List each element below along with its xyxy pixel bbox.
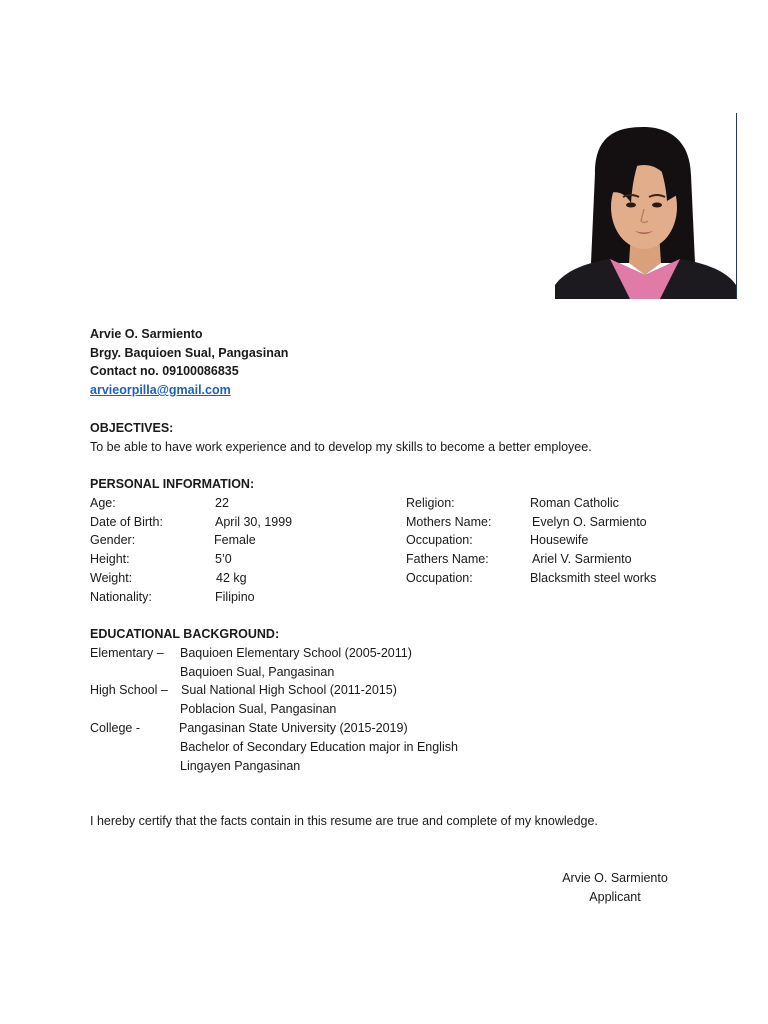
- info-value: April 30, 1999: [215, 515, 293, 529]
- info-value: Evelyn O. Sarmiento: [532, 515, 647, 529]
- applicant-email-link[interactable]: arvieorpilla@gmail.com: [90, 383, 231, 398]
- education-level-label: Elementary –: [90, 646, 164, 660]
- education-level-label: College -: [90, 721, 141, 735]
- education-details: [181, 681, 397, 719]
- signature-role: Applicant: [589, 890, 641, 904]
- info-value: 5’0: [215, 552, 232, 566]
- info-value: Blacksmith steel works: [530, 571, 657, 585]
- signature-name: Arvie O. Sarmiento: [562, 871, 668, 885]
- applicant-photo: [555, 113, 737, 299]
- personal-info-row: [0, 531, 768, 550]
- info-value: Roman Catholic: [530, 496, 619, 510]
- info-value: 42 kg: [216, 571, 247, 585]
- signature-block: [540, 869, 690, 907]
- info-value: 22: [215, 496, 229, 510]
- info-label: Religion:: [406, 496, 455, 510]
- info-label: Date of Birth:: [90, 515, 163, 529]
- personal-info-row: [0, 513, 768, 532]
- info-label: Occupation:: [406, 571, 473, 585]
- education-title: EDUCATIONAL BACKGROUND:: [90, 627, 280, 641]
- info-value: Female: [214, 533, 256, 547]
- info-label: Occupation:: [406, 533, 473, 547]
- info-value: Housewife: [530, 533, 589, 547]
- info-label: Fathers Name:: [406, 552, 489, 566]
- education-location: Lingayen Pangasinan: [180, 759, 301, 773]
- education-school: Sual National High School (2011-2015): [181, 683, 397, 697]
- education-degree: Bachelor of Secondary Education major in English: [180, 740, 458, 754]
- info-label: Nationality:: [90, 590, 152, 604]
- applicant-contact-number: Contact no. 09100086835: [90, 364, 239, 379]
- info-label: Gender:: [90, 533, 136, 547]
- objectives-text: To be able to have work experience and to develop my skills to become a better employee.: [90, 440, 592, 454]
- info-label: Mothers Name:: [406, 515, 492, 529]
- personal-info-row: [0, 494, 768, 513]
- education-school: Baquioen Elementary School (2005-2011): [180, 646, 412, 660]
- applicant-name: Arvie O. Sarmiento: [90, 327, 203, 341]
- education-location: Poblacion Sual, Pangasinan: [180, 702, 337, 716]
- applicant-address: Brgy. Baquioen Sual, Pangasinan: [90, 345, 289, 360]
- education-details: [179, 719, 458, 776]
- personal-info-row: [0, 550, 768, 569]
- objectives-title: OBJECTIVES:: [90, 421, 174, 435]
- contact-block: [90, 325, 288, 400]
- education-level-label: High School –: [90, 683, 168, 697]
- objectives-section: [90, 419, 592, 457]
- education-details: [180, 644, 412, 682]
- info-label: Weight:: [90, 571, 133, 585]
- personal-info-row: [0, 569, 768, 588]
- education-school: Pangasinan State University (2015-2019): [179, 721, 408, 735]
- personal-info-row: [0, 588, 768, 607]
- info-label: Height:: [90, 552, 130, 566]
- info-label: Age:: [90, 496, 116, 510]
- certification-statement: I hereby certify that the facts contain in this resume are true and complete of my knowledge.: [90, 814, 598, 828]
- info-value: Filipino: [215, 590, 255, 604]
- info-value: Ariel V. Sarmiento: [532, 552, 632, 566]
- personal-info-title: PERSONAL INFORMATION:: [90, 477, 255, 491]
- education-location: Baquioen Sual, Pangasinan: [180, 665, 335, 679]
- applicant-portrait-image: [555, 113, 736, 299]
